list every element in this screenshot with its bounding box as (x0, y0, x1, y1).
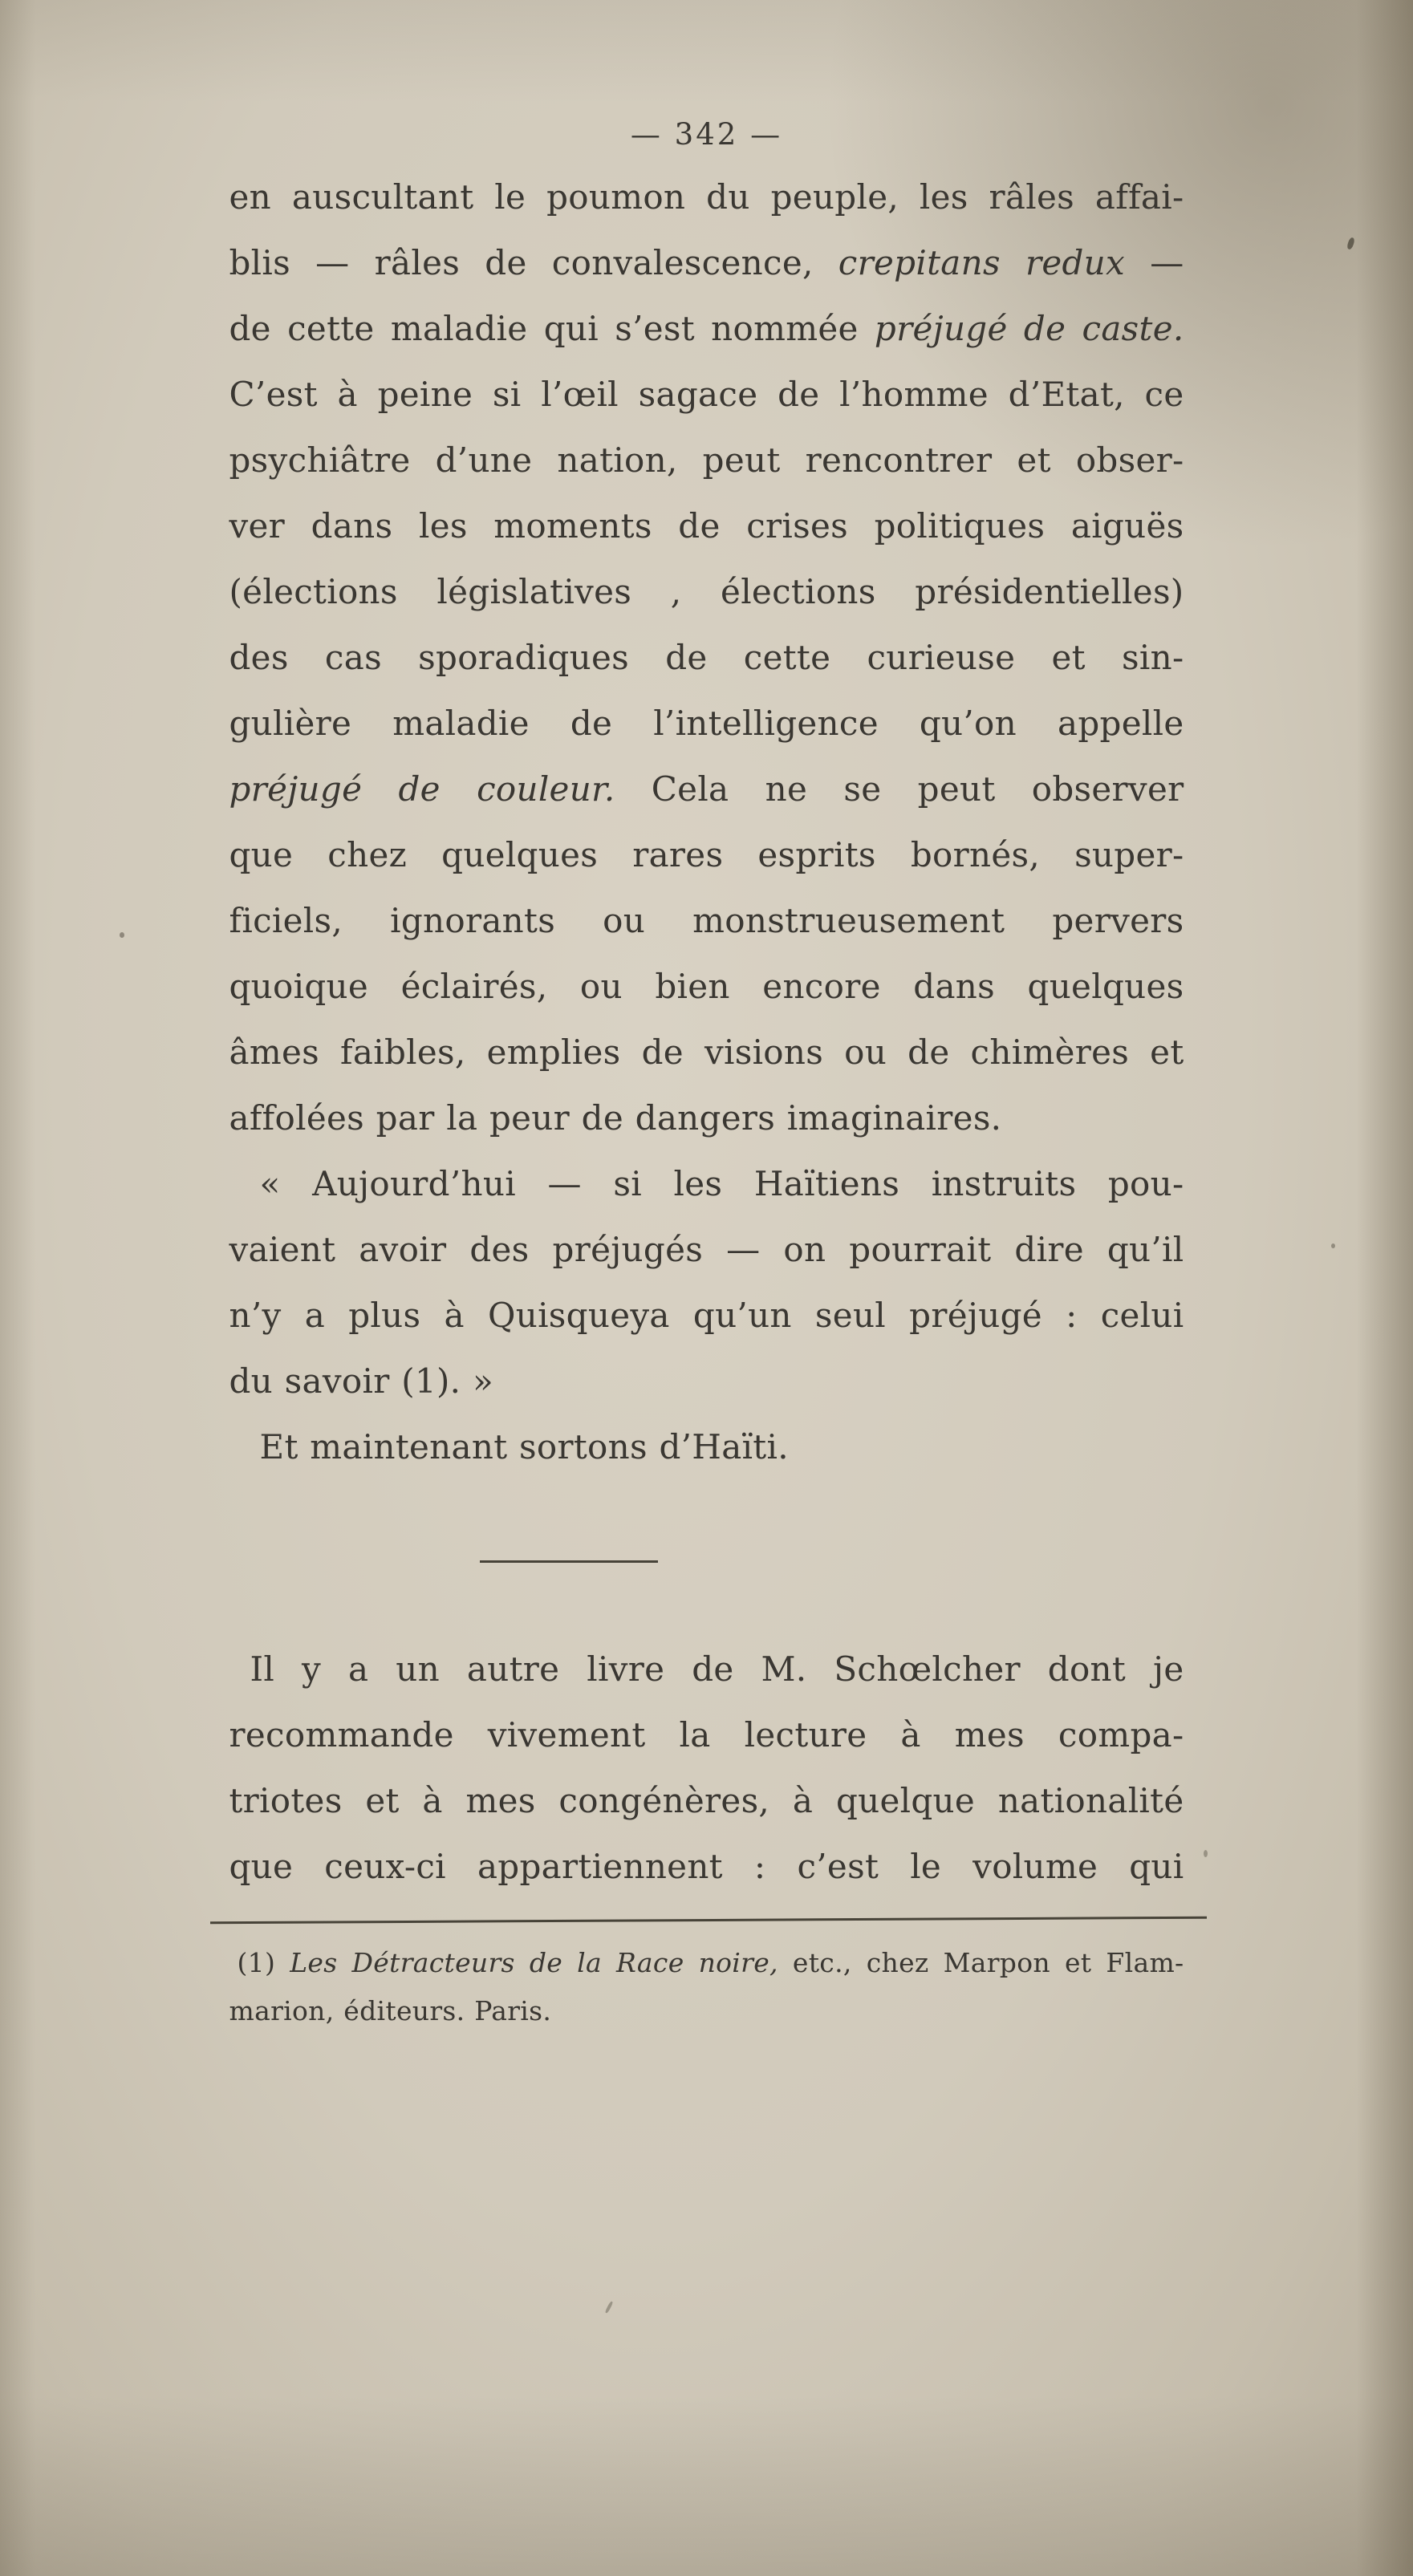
text-line (229, 1939, 1184, 1987)
text-run: Il y a un autre livre de M. Schœlcher dont je (250, 1649, 1184, 1689)
text-run: vaient avoir des préjugés — on pourrait dire qu’il (229, 1230, 1184, 1269)
text-run: n’y a plus à Quisqueya qu’un seul préjugé : celui (229, 1296, 1184, 1335)
text-run: ver dans les moments de crises politiques aiguës (229, 506, 1184, 546)
text-line (229, 1020, 1184, 1085)
text-line (229, 757, 1184, 822)
text-line (229, 230, 1184, 296)
text-line (229, 1349, 1184, 1414)
text-line (229, 1702, 1184, 1768)
footnote (229, 1939, 1184, 2035)
text-line (229, 428, 1184, 493)
scan-speck (604, 2301, 613, 2314)
text-run: gulière maladie de l’intelligence qu’on appelle (229, 704, 1184, 743)
text-run: Cela ne se peut observer (615, 769, 1184, 809)
scan-speck (1331, 1243, 1335, 1248)
text-run: ficiels, ignorants ou monstrueusement pervers (229, 901, 1184, 940)
text-line (229, 1151, 1184, 1217)
italic-run: préjugé de caste. (874, 309, 1184, 348)
text-line (229, 1283, 1184, 1349)
text-run: marion, éditeurs. Paris. (229, 1995, 552, 2026)
text-run: C’est à peine si l’œil sagace de l’homme d’Etat, ce (229, 375, 1184, 414)
page-number: — 342 — (630, 117, 783, 152)
text-line (229, 1217, 1184, 1283)
section-divider (480, 1560, 658, 1563)
text-run: que ceux-ci appartiennent : c’est le volume qui (229, 1847, 1184, 1886)
text-run: triotes et à mes congénères, à quelque nationalité (229, 1781, 1184, 1820)
text-line (229, 164, 1184, 230)
text-line (229, 559, 1184, 625)
italic-run: préjugé de couleur. (229, 769, 615, 809)
text-run: (élections législatives , élections présidentielles) (229, 572, 1184, 611)
text-run: des cas sporadiques de cette curieuse et sin- (229, 638, 1184, 677)
text-line (229, 296, 1184, 362)
text-line (229, 822, 1184, 888)
text-line (229, 362, 1184, 428)
text-run: recommande vivement la lecture à mes compa- (229, 1715, 1184, 1755)
text-run: âmes faibles, emplies de visions ou de chimères et (229, 1032, 1184, 1072)
text-run: blis — râles de convalescence, (229, 243, 838, 282)
text-line (229, 1637, 1184, 1702)
scan-speck (1346, 237, 1355, 249)
text-run: en auscultant le poumon du peuple, les râles affai- (229, 177, 1184, 217)
text-run: « Aujourd’hui — si les Haïtiens instruits pou- (259, 1164, 1184, 1203)
text-run: quoique éclairés, ou bien encore dans quelques (229, 967, 1184, 1006)
text-line (229, 1834, 1184, 1900)
text-run: que chez quelques rares esprits bornés, super- (229, 835, 1184, 874)
italic-run: Les Détracteurs de la Race noire, (290, 1947, 778, 1978)
scan-speck (1204, 1850, 1208, 1857)
footnote-rule (210, 1917, 1207, 1925)
text-run: — (1125, 243, 1184, 282)
text-line (229, 1414, 1184, 1480)
text-line (229, 691, 1184, 757)
text-line (229, 888, 1184, 954)
text-line (229, 493, 1184, 559)
scan-speck (120, 932, 124, 938)
text-line (229, 954, 1184, 1020)
paragraph (229, 1151, 1184, 1414)
text-run: etc., chez Marpon et Flam- (778, 1947, 1184, 1978)
paragraph (229, 1637, 1184, 1900)
text-run: de cette maladie qui s’est nommée (229, 309, 875, 348)
text-run: (1) (237, 1947, 290, 1978)
text-block (229, 164, 1184, 2035)
italic-run: crepitans redux (838, 243, 1126, 282)
paragraph (229, 1414, 1184, 1480)
text-run: du savoir (1). » (229, 1361, 493, 1401)
text-line (229, 1987, 1184, 2035)
text-line (229, 625, 1184, 691)
text-run: psychiâtre d’une nation, peut rencontrer et obser- (229, 440, 1184, 480)
paragraph (229, 164, 1184, 1151)
text-run: Et maintenant sortons d’Haïti. (259, 1427, 789, 1466)
text-line (229, 1085, 1184, 1151)
text-run: affolées par la peur de dangers imaginaires. (229, 1098, 1002, 1138)
text-line (229, 1768, 1184, 1834)
